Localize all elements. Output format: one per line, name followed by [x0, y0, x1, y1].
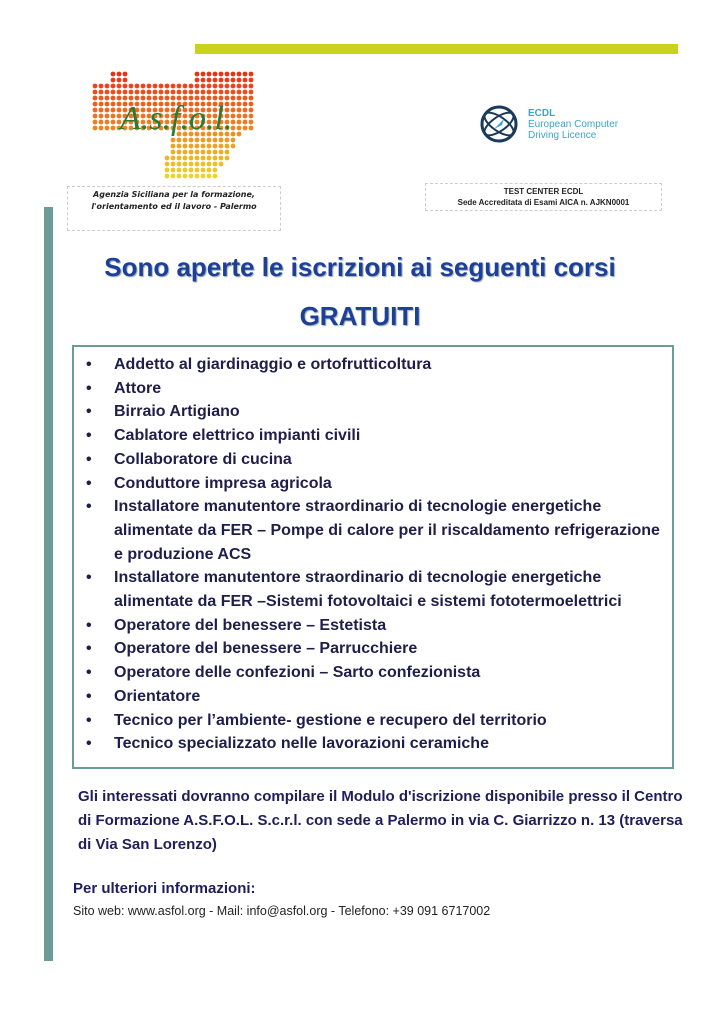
logo-dot — [201, 156, 206, 161]
logo-dot — [237, 90, 242, 95]
logo-dot — [93, 84, 98, 89]
course-name: Orientatore — [114, 687, 201, 705]
courses-box — [72, 345, 674, 769]
ecdl-caption-line: TEST CENTER ECDL — [503, 187, 584, 196]
logo-dot — [99, 126, 104, 131]
bullet-icon: • — [86, 379, 92, 397]
logo-dot — [195, 72, 200, 77]
course-name: Installatore manutentore straordinario di tecnologie energetiche alimentate da FER –Sistemi fotovoltaici e sistemi fototermoelettrici — [114, 569, 622, 611]
logo-dot — [105, 114, 110, 119]
logo-dot — [225, 72, 230, 77]
logo-dot — [231, 138, 236, 143]
logo-dot — [231, 90, 236, 95]
logo-dot — [123, 90, 128, 95]
logo-dot — [189, 174, 194, 179]
logo-dot — [207, 72, 212, 77]
logo-dot — [237, 126, 242, 131]
logo-dot — [219, 84, 224, 89]
logo-dot — [111, 90, 116, 95]
logo-dot — [219, 162, 224, 167]
logo-dot — [105, 90, 110, 95]
logo-dot — [183, 138, 188, 143]
bullet-icon: • — [86, 450, 92, 468]
ecdl-line: European Computer — [528, 119, 619, 130]
logo-dot — [195, 84, 200, 89]
logo-dot — [117, 78, 122, 83]
contact-line: Sito web: www.asfol.org - Mail: info@asfol.org - Telefono: +39 091 6717002 — [73, 904, 491, 918]
logo-dot — [171, 174, 176, 179]
logo-dot — [165, 174, 170, 179]
logo-dot — [195, 156, 200, 161]
logo-dot — [213, 78, 218, 83]
info-heading: Per ulteriori informazioni: — [73, 880, 256, 897]
logo-dot — [207, 144, 212, 149]
logo-dot — [213, 174, 218, 179]
logo-dot — [249, 78, 254, 83]
logo-dot — [183, 162, 188, 167]
ecdl-line: Driving Licence — [528, 130, 597, 141]
logo-dot — [243, 108, 248, 113]
logo-dot — [111, 96, 116, 101]
logo-dot — [237, 78, 242, 83]
bullet-icon: • — [86, 403, 92, 421]
course-name: Addetto al giardinaggio e ortofrutticoltura — [114, 356, 432, 373]
logo-dot — [111, 84, 116, 89]
logo-dot — [243, 120, 248, 125]
logo-dot — [219, 150, 224, 155]
logo-dot — [111, 78, 116, 83]
logo-dot — [135, 84, 140, 89]
asfol-logo-text: A.s.f.o.l. — [120, 100, 233, 137]
ecdl-caption — [425, 183, 662, 211]
logo-dot — [237, 72, 242, 77]
course-name: Conduttore impresa agricola — [114, 474, 332, 492]
logo-dot — [213, 168, 218, 173]
course-name: Operatore del benessere – Parrucchiere — [114, 640, 418, 658]
logo-dot — [249, 96, 254, 101]
logo-dot — [237, 120, 242, 125]
bullet-icon: • — [86, 664, 92, 682]
logo-dot — [243, 114, 248, 119]
logo-dot — [99, 90, 104, 95]
logo-dot — [219, 90, 224, 95]
logo-dot — [123, 72, 128, 77]
logo-dot — [147, 90, 152, 95]
course-item — [74, 614, 672, 638]
logo-dot — [105, 96, 110, 101]
course-name: Installatore manutentore straordinario di tecnologie energetiche alimentate da FER – Pompe di calore per il riscaldamento refrigerazione e produzione ACS — [114, 498, 660, 563]
logo-dot — [183, 150, 188, 155]
logo-dot — [171, 84, 176, 89]
logo-dot — [183, 144, 188, 149]
logo-dot — [183, 174, 188, 179]
course-item — [74, 685, 672, 709]
logo-dot — [231, 84, 236, 89]
logo-dot — [243, 102, 248, 107]
logo-dot — [99, 84, 104, 89]
logo-dot — [249, 102, 254, 107]
logo-dot — [171, 150, 176, 155]
logo-dot — [249, 90, 254, 95]
logo-dot — [225, 90, 230, 95]
logo-dot — [99, 96, 104, 101]
logo-dot — [201, 84, 206, 89]
logo-dot — [231, 78, 236, 83]
logo-dot — [207, 90, 212, 95]
logo-dot — [171, 162, 176, 167]
course-name: Operatore del benessere – Estetista — [114, 616, 387, 634]
logo-dot — [141, 90, 146, 95]
logo-dot — [177, 144, 182, 149]
course-item — [74, 709, 672, 733]
course-name: Operatore delle confezioni – Sarto confezionista — [114, 664, 481, 682]
logo-dot — [165, 90, 170, 95]
logo-dot — [237, 96, 242, 101]
course-item — [74, 424, 672, 448]
course-item — [74, 377, 672, 401]
logo-dot — [93, 96, 98, 101]
logo-dot — [201, 90, 206, 95]
logo-dot — [195, 150, 200, 155]
logo-dot — [105, 108, 110, 113]
logo-dot — [93, 90, 98, 95]
logo-dot — [171, 138, 176, 143]
logo-dot — [195, 78, 200, 83]
logo-dot — [243, 90, 248, 95]
headline: Sono aperte le iscrizioni ai seguenti corsi — [104, 252, 616, 282]
logo-dot — [243, 126, 248, 131]
logo-dot — [123, 84, 128, 89]
course-name: Birraio Artigiano — [114, 403, 240, 421]
logo-dot — [207, 162, 212, 167]
logo-dot — [213, 138, 218, 143]
logo-dot — [213, 72, 218, 77]
enrollment-info: Gli interessati dovranno compilare il Modulo d'iscrizione disponibile presso il Centro di Formazione A.S.F.O.L. S.c.r.l. con sede a Palermo in via C. Giarrizzo n. 13 (traversa di Via San Lorenzo) — [78, 788, 683, 853]
ecdl-logo-text — [528, 108, 618, 141]
course-item — [74, 448, 672, 472]
bullet-icon: • — [86, 640, 92, 658]
logo-dot — [243, 72, 248, 77]
logo-dot — [237, 114, 242, 119]
logo-dot — [201, 78, 206, 83]
logo-dot — [105, 120, 110, 125]
logo-dot — [141, 84, 146, 89]
logo-dot — [189, 168, 194, 173]
logo-dot — [225, 78, 230, 83]
logo-dot — [237, 102, 242, 107]
logo-dot — [177, 84, 182, 89]
logo-dot — [225, 138, 230, 143]
logo-dot — [207, 84, 212, 89]
bullet-icon: • — [86, 687, 92, 705]
logo-dot — [225, 156, 230, 161]
logo-dot — [177, 174, 182, 179]
logo-dot — [195, 168, 200, 173]
logo-dot — [177, 150, 182, 155]
logo-dot — [111, 126, 116, 131]
bullet-icon: • — [86, 474, 92, 492]
logo-dot — [249, 126, 254, 131]
course-name: Collaboratore di cucina — [114, 450, 292, 468]
logo-dot — [249, 84, 254, 89]
bullet-icon: • — [86, 711, 92, 729]
logo-dot — [237, 108, 242, 113]
logo-dot — [165, 162, 170, 167]
logo-dot — [201, 138, 206, 143]
logo-dot — [147, 84, 152, 89]
bullet-icon: • — [86, 498, 92, 516]
asfol-caption-line: l'orientamento ed il lavoro - Palermo — [91, 202, 257, 211]
logo-dot — [195, 90, 200, 95]
ecdl-title: ECDL — [528, 108, 556, 119]
logo-dot — [99, 102, 104, 107]
logo-dot — [207, 78, 212, 83]
logo-dot — [201, 144, 206, 149]
logo-dot — [225, 144, 230, 149]
logo-dot — [213, 84, 218, 89]
logo-dot — [207, 138, 212, 143]
logo-dot — [99, 114, 104, 119]
logo-dot — [201, 72, 206, 77]
course-item — [74, 495, 672, 566]
logo-dot — [159, 90, 164, 95]
bullet-icon: • — [86, 735, 92, 753]
logo-dot — [117, 84, 122, 89]
logo-dot — [213, 150, 218, 155]
course-list — [74, 347, 672, 756]
logo-dot — [207, 156, 212, 161]
logo-dot — [237, 132, 242, 137]
logo-dot — [111, 114, 116, 119]
logo-dot — [189, 144, 194, 149]
logo-dot — [201, 150, 206, 155]
logo-dot — [201, 162, 206, 167]
logo-dot — [99, 108, 104, 113]
logo-dot — [213, 144, 218, 149]
asfol-caption-line: Agenzia Siciliana per la formazione, — [93, 190, 255, 199]
course-name: Attore — [114, 379, 162, 397]
logo-dot — [195, 138, 200, 143]
logo-dot — [195, 174, 200, 179]
course-item — [74, 732, 672, 756]
logo-dot — [207, 150, 212, 155]
logo-dot — [117, 90, 122, 95]
logo-dot — [219, 78, 224, 83]
logo-dot — [189, 90, 194, 95]
logo-dot — [129, 90, 134, 95]
logo-dot — [159, 84, 164, 89]
bullet-icon: • — [86, 427, 92, 445]
logo-dot — [231, 72, 236, 77]
logo-dot — [219, 138, 224, 143]
course-name: Cablatore elettrico impianti civili — [114, 427, 361, 445]
logo-dot — [135, 90, 140, 95]
logo-dot — [189, 138, 194, 143]
headline-free: GRATUITI — [299, 301, 421, 331]
logo-dot — [111, 108, 116, 113]
logo-dot — [201, 168, 206, 173]
logo-dot — [105, 84, 110, 89]
logo-dot — [183, 84, 188, 89]
logo-dot — [153, 84, 158, 89]
logo-dot — [225, 84, 230, 89]
bullet-icon: • — [86, 356, 92, 373]
course-item — [74, 353, 672, 377]
course-item — [74, 637, 672, 661]
logo-dot — [93, 114, 98, 119]
logo-dot — [171, 144, 176, 149]
course-name: Tecnico specializzato nelle lavorazioni ceramiche — [114, 735, 489, 753]
logo-dot — [207, 168, 212, 173]
logo-dot — [129, 84, 134, 89]
logo-dot — [231, 144, 236, 149]
logo-dot — [111, 72, 116, 77]
logo-dot — [177, 168, 182, 173]
logo-dot — [243, 96, 248, 101]
logo-dot — [165, 84, 170, 89]
logo-dot — [183, 168, 188, 173]
asfol-caption — [67, 186, 281, 231]
logo-dot — [213, 162, 218, 167]
course-item — [74, 661, 672, 685]
logo-dot — [201, 174, 206, 179]
bullet-icon: • — [86, 569, 92, 587]
logo-dot — [189, 162, 194, 167]
logo-dot — [219, 144, 224, 149]
logo-dot — [153, 90, 158, 95]
logo-dot — [189, 84, 194, 89]
logo-dot — [99, 120, 104, 125]
logo-dot — [195, 162, 200, 167]
logo-dot — [123, 78, 128, 83]
logo-dot — [177, 90, 182, 95]
course-name: Tecnico per l’ambiente- gestione e recupero del territorio — [114, 711, 547, 729]
logo-dot — [243, 84, 248, 89]
logo-dot — [207, 174, 212, 179]
logo-dot — [219, 156, 224, 161]
logo-dot — [111, 120, 116, 125]
logo-dot — [117, 72, 122, 77]
logo-dot — [171, 156, 176, 161]
logo-dot — [249, 114, 254, 119]
logo-dot — [93, 126, 98, 131]
logo-dot — [177, 156, 182, 161]
logo-dot — [189, 150, 194, 155]
logo-dot — [177, 138, 182, 143]
logo-dot — [177, 162, 182, 167]
logo-dot — [249, 72, 254, 77]
logo-dot — [189, 156, 194, 161]
logo-dot — [249, 120, 254, 125]
logo-dot — [171, 90, 176, 95]
logo-dot — [225, 150, 230, 155]
logo-dot — [111, 102, 116, 107]
logo-dot — [183, 90, 188, 95]
logo-dot — [213, 90, 218, 95]
logo-dot — [165, 168, 170, 173]
course-item — [74, 472, 672, 496]
logo-dot — [243, 78, 248, 83]
logo-dot — [93, 102, 98, 107]
logo-dot — [249, 108, 254, 113]
logo-dot — [93, 120, 98, 125]
course-item — [74, 400, 672, 424]
logo-dot — [105, 126, 110, 131]
logo-dot — [171, 168, 176, 173]
course-item — [74, 566, 672, 613]
bullet-icon: • — [86, 616, 92, 634]
logo-dot — [105, 102, 110, 107]
logo-dot — [93, 108, 98, 113]
lime-decor-bar — [195, 44, 678, 54]
logo-dot — [213, 156, 218, 161]
logo-dot — [219, 72, 224, 77]
logo-dot — [183, 156, 188, 161]
ecdl-globe-icon — [478, 103, 520, 145]
logo-dot — [237, 84, 242, 89]
logo-dot — [195, 144, 200, 149]
logo-dot — [165, 156, 170, 161]
ecdl-caption-line: Sede Accreditata di Esami AICA n. AJKN0001 — [457, 198, 630, 207]
